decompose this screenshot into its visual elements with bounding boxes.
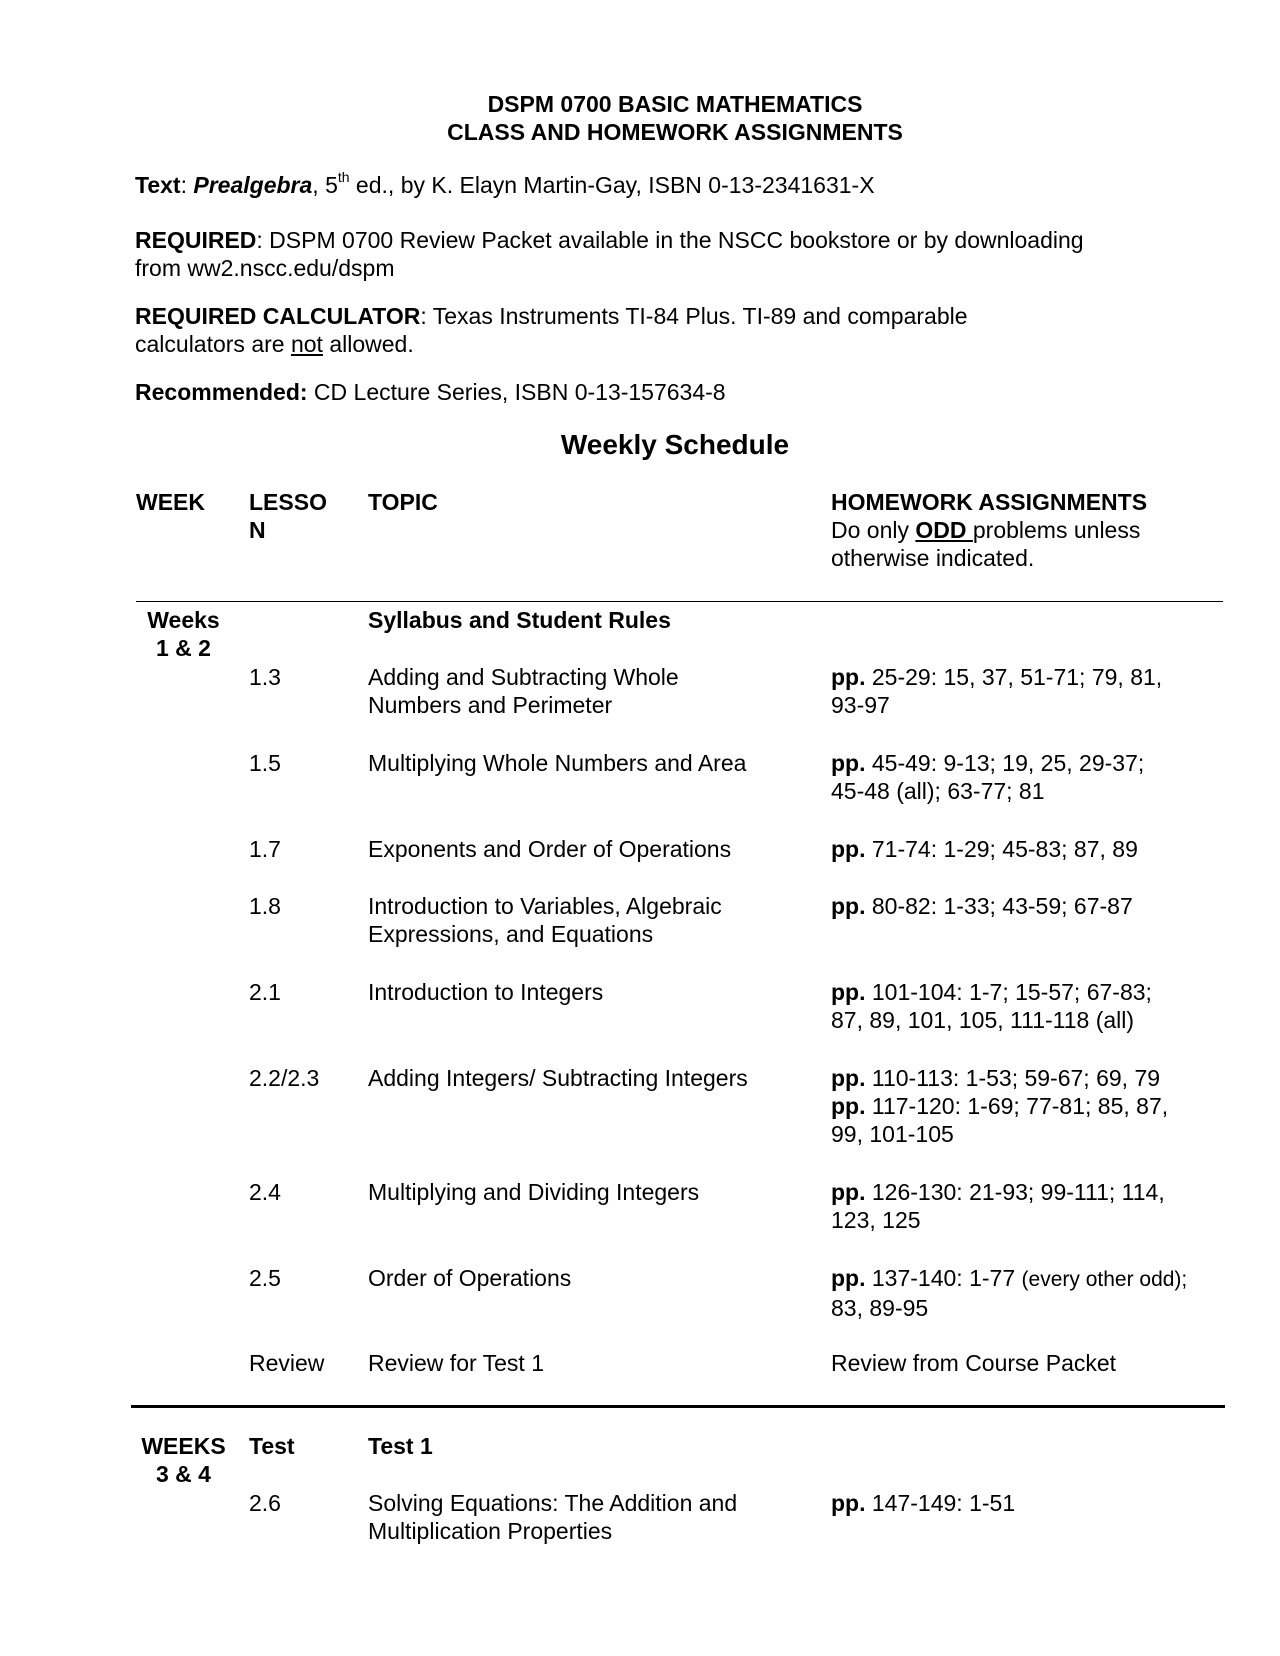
lesson-number: 1.3 bbox=[249, 664, 281, 690]
week-label-3-4 bbox=[136, 1432, 231, 1488]
lesson-number: Review bbox=[249, 1350, 325, 1376]
column-header-lesson bbox=[249, 488, 359, 544]
homework-line: 80-82: 1-33; 43-59; 67-87 bbox=[865, 893, 1133, 919]
pages-label: pp. bbox=[831, 750, 866, 776]
lesson-topic: Review for Test 1 bbox=[368, 1350, 544, 1376]
week-label-line2: 3 & 4 bbox=[156, 1461, 211, 1487]
calculator-label: REQUIRED CALCULATOR bbox=[135, 303, 421, 329]
header-divider bbox=[136, 601, 1223, 602]
calculator-text: : Texas Instruments TI-84 Plus. TI-89 and comparable bbox=[420, 303, 968, 329]
recommended-text: CD Lecture Series, ISBN 0-13-157634-8 bbox=[307, 379, 726, 405]
calculator-text-2: calculators are bbox=[135, 331, 291, 357]
topic-line: Introduction to Variables, Algebraic bbox=[368, 893, 722, 919]
topic-line: Solving Equations: The Addition and bbox=[368, 1490, 738, 1516]
pages-label: pp. bbox=[831, 836, 866, 862]
lesson-number: 1.5 bbox=[249, 750, 281, 776]
odd-emphasis: ODD bbox=[915, 517, 973, 543]
homework-line: 126-130: 21-93; 99-111; 114, bbox=[865, 1179, 1165, 1205]
homework-line: 123, 125 bbox=[831, 1207, 921, 1233]
homework-line: 99, 101-105 bbox=[831, 1121, 954, 1147]
document-title: DSPM 0700 BASIC MATHEMATICS bbox=[487, 91, 863, 117]
pages-label: pp. bbox=[831, 1093, 866, 1119]
required-packet bbox=[135, 226, 1084, 282]
lesson-number: 2.2/2.3 bbox=[249, 1065, 320, 1091]
homework-line: 101-104: 1-7; 15-57; 67-83; bbox=[865, 979, 1152, 1005]
edition-suffix: th bbox=[337, 169, 350, 186]
pages-label: pp. bbox=[831, 1490, 866, 1516]
pages-label: pp. bbox=[831, 1265, 866, 1291]
required-label: REQUIRED bbox=[135, 227, 257, 253]
homework-note-1: Do only bbox=[831, 517, 916, 543]
topic-line: Expressions, and Equations bbox=[368, 921, 654, 947]
lesson-number: 1.7 bbox=[249, 836, 281, 862]
lesson-topic: Multiplying and Dividing Integers bbox=[368, 1179, 700, 1205]
recommended-line bbox=[135, 378, 726, 406]
pages-label: pp. bbox=[831, 664, 866, 690]
homework-assignment: Review from Course Packet bbox=[831, 1350, 1117, 1376]
required-calculator bbox=[135, 302, 968, 358]
homework-line: 71-74: 1-29; 45-83; 87, 89 bbox=[865, 836, 1138, 862]
schedule-title: Weekly Schedule bbox=[560, 429, 790, 460]
section-divider bbox=[131, 1405, 1225, 1408]
document-subtitle: CLASS AND HOMEWORK ASSIGNMENTS bbox=[447, 119, 903, 145]
pages-label: pp. bbox=[831, 1179, 866, 1205]
homework-assignment bbox=[831, 1064, 1251, 1148]
homework-line: 93-97 bbox=[831, 692, 890, 718]
homework-line: 83, 89-95 bbox=[831, 1295, 929, 1321]
homework-line: 147-149: 1-51 bbox=[865, 1490, 1016, 1516]
topic-line: Multiplication Properties bbox=[368, 1518, 613, 1544]
homework-assignment bbox=[831, 1178, 1251, 1234]
test-lesson: Test bbox=[249, 1433, 295, 1459]
required-text: : DSPM 0700 Review Packet available in the NSCC bookstore or by downloading bbox=[256, 227, 1084, 253]
pages-label: pp. bbox=[831, 893, 866, 919]
homework-note-2: problems unless bbox=[972, 517, 1141, 543]
topic-line: Numbers and Perimeter bbox=[368, 692, 613, 718]
lesson-number: 2.1 bbox=[249, 979, 281, 1005]
homework-note-3: otherwise indicated. bbox=[831, 545, 1035, 571]
homework-assignment bbox=[831, 749, 1251, 805]
homework-header-label: HOMEWORK ASSIGNMENTS bbox=[831, 489, 1148, 515]
homework-assignment bbox=[831, 835, 1251, 863]
homework-line: 45-49: 9-13; 19, 25, 29-37; bbox=[865, 750, 1145, 776]
lesson-topic: Exponents and Order of Operations bbox=[368, 836, 732, 862]
lesson-topic: Adding Integers/ Subtracting Integers bbox=[368, 1065, 748, 1091]
week-label-line1: WEEKS bbox=[141, 1433, 226, 1459]
textbook-details: ed., by K. Elayn Martin-Gay, ISBN 0-13-2341631-X bbox=[349, 172, 875, 198]
lesson-topic: Introduction to Integers bbox=[368, 979, 604, 1005]
lesson-topic bbox=[368, 663, 808, 719]
homework-line: 25-29: 15, 37, 51-71; 79, 81, bbox=[865, 664, 1163, 690]
textbook-label: Text bbox=[135, 172, 181, 198]
edition-number: 5 bbox=[325, 172, 338, 198]
homework-line: 137-140: 1-77 bbox=[865, 1265, 1022, 1291]
pages-label: pp. bbox=[831, 979, 866, 1005]
recommended-label: Recommended: bbox=[135, 379, 308, 405]
homework-note-small: (every other odd); bbox=[1021, 1268, 1188, 1291]
calculator-text-3: allowed. bbox=[322, 331, 414, 357]
lesson-topic: Multiplying Whole Numbers and Area bbox=[368, 750, 747, 776]
homework-line: 117-120: 1-69; 77-81; 85, 87, bbox=[865, 1093, 1169, 1119]
week-label-1-2 bbox=[136, 606, 231, 662]
column-header-week: WEEK bbox=[136, 489, 205, 515]
lesson-topic bbox=[368, 1489, 808, 1545]
lesson-topic: Order of Operations bbox=[368, 1265, 572, 1291]
syllabus-topic: Syllabus and Student Rules bbox=[368, 607, 671, 633]
not-emphasis: not bbox=[290, 331, 323, 357]
homework-assignment bbox=[831, 892, 1251, 920]
test-topic: Test 1 bbox=[368, 1433, 433, 1459]
lesson-number: 2.4 bbox=[249, 1179, 281, 1205]
column-header-lesson-line2: N bbox=[249, 517, 266, 543]
required-url: from ww2.nscc.edu/dspm bbox=[135, 255, 395, 281]
textbook-title: Prealgebra bbox=[193, 172, 313, 198]
homework-line: 87, 89, 101, 105, 111-118 (all) bbox=[831, 1007, 1135, 1033]
lesson-number: 1.8 bbox=[249, 893, 281, 919]
homework-assignment bbox=[831, 1264, 1271, 1322]
homework-assignment bbox=[831, 1489, 1251, 1517]
lesson-topic bbox=[368, 892, 808, 948]
lesson-number: 2.5 bbox=[249, 1265, 281, 1291]
lesson-number: 2.6 bbox=[249, 1490, 281, 1516]
homework-assignment bbox=[831, 663, 1251, 719]
week-label-line2: 1 & 2 bbox=[156, 635, 211, 661]
column-header-topic: TOPIC bbox=[368, 489, 438, 515]
topic-line: Adding and Subtracting Whole bbox=[368, 664, 679, 690]
column-header-lesson-line1: LESSO bbox=[249, 489, 327, 515]
textbook-line: Text: Prealgebra, 5th ed., by K. Elayn Martin-Gay, ISBN 0-13-2341631-X bbox=[135, 169, 875, 198]
homework-assignment bbox=[831, 978, 1251, 1034]
week-label-line1: Weeks bbox=[147, 607, 220, 633]
homework-line: 45-48 (all); 63-77; 81 bbox=[831, 778, 1045, 804]
homework-line: 110-113: 1-53; 59-67; 69, 79 bbox=[865, 1065, 1161, 1091]
column-header-homework bbox=[831, 488, 1251, 572]
pages-label: pp. bbox=[831, 1065, 866, 1091]
